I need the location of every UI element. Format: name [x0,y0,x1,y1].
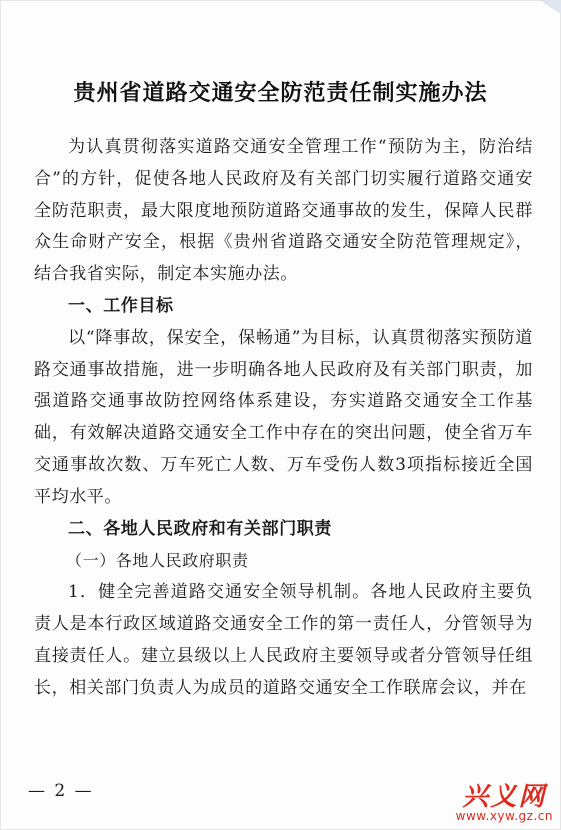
watermark-logo-text: 兴义网 [462,782,547,812]
page-number: — 2 — [28,781,94,801]
site-watermark [456,776,553,823]
body-paragraph: 为认真贯彻落实道路交通安全管理工作“预防为主，防治结合”的方针，促使各地人民政府及有关部门切实履行道路交通安全防范职责，最大限度地预防道路交通事故的发生，保障人民群众生命财产安全，根据《贵州省道路交通安全防范管理规定》，结合我省实际，制定本实施办法。 [34,137,533,285]
body-paragraph: 1．健全完善道路交通安全领导机制。各地人民政府主要负责人是本行政区域道路交通安全工作的第一责任人，分管领导为直接责任人。建立县级以上人民政府主要领导或者分管领导任组长，相关部门负责人为成员的道路交通安全工作联席会议，并在 [34,582,533,698]
document-body [34,132,533,704]
document-title: 贵州省道路交通安全防范责任制实施办法 [73,81,488,106]
subsection-heading: （一）各地人民政府职责 [66,551,249,571]
body-paragraph: 以“降事故，保安全，保畅通”为目标，认真贯彻落实预防道路交通事故措施，进一步明确各地人民政府及有关部门职责，加强道路交通事故防控网络体系建设，夯实道路交通安全工作基础，有效解决道路交通安全工作中存在的突出问题，使全省万车交通事故次数、万车死亡人数、万车受伤人数3项指标接近全国平均水平。 [34,327,533,507]
section-heading: 一、工作目标 [68,295,174,316]
watermark-url: www.xyw.gz.cn [455,809,553,823]
section-heading: 二、各地人民政府和有关部门职责 [68,518,332,539]
corner-fold-icon [539,0,561,14]
